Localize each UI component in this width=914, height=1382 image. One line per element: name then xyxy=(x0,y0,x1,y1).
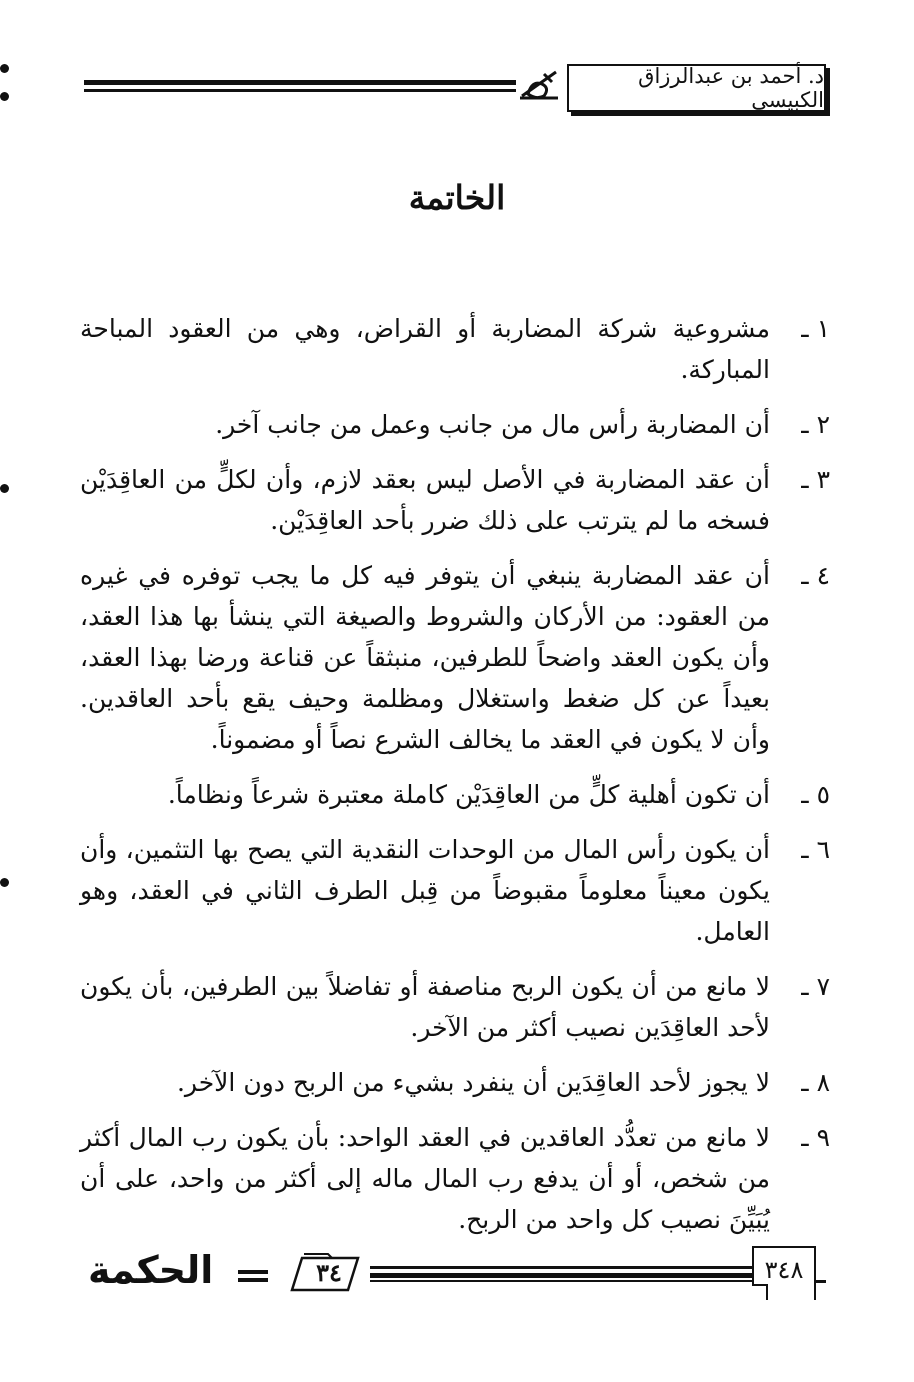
item-text: أن المضاربة رأس مال من جانب وعمل من جانب آخر. xyxy=(215,410,770,439)
list-item xyxy=(80,1062,830,1103)
item-number: ٣ ـ xyxy=(801,465,830,494)
margin-dot xyxy=(0,92,9,101)
pen-icon xyxy=(518,66,560,102)
issue-badge xyxy=(288,1252,364,1294)
item-number: ٥ ـ xyxy=(801,780,830,809)
page-number: ٣٤٨ xyxy=(764,1256,804,1284)
margin-dot xyxy=(0,64,9,73)
item-text: مشروعية شركة المضاربة أو القراض، وهي من العقود المباحة المباركة. xyxy=(80,314,770,384)
list-item xyxy=(80,1117,830,1240)
page-header xyxy=(82,62,826,112)
list-item xyxy=(80,459,830,541)
list-item xyxy=(80,829,830,952)
item-text: أن تكون أهلية كلٍّ من العاقِدَيْن كاملة معتبرة شرعاً ونظاماً. xyxy=(167,780,770,809)
item-number: ٨ ـ xyxy=(801,1068,830,1097)
journal-logo: الحكمة xyxy=(88,1248,214,1292)
footer-rule xyxy=(370,1266,752,1282)
item-number: ٤ ـ xyxy=(801,561,830,590)
list-item xyxy=(80,774,830,815)
author-name: د. أحمد بن عبدالرزاق الكبيسي xyxy=(567,64,826,112)
footer-separator xyxy=(238,1270,268,1282)
page-title: الخاتمة xyxy=(408,178,506,217)
item-text: أن يكون رأس المال من الوحدات النقدية التي يصح بها التثمين، وأن يكون معيناً معلوماً مقبوضاً من قِبل الطرف الثاني في العقد، وهو العامل. xyxy=(80,835,770,946)
item-text: أن عقد المضاربة ينبغي أن يتوفر فيه كل ما يجب توفره في غيره من العقود: من الأركان والشروط والصيغة التي ينشأ بها هذا العقد، وأن يكون العقد واضحاً للطرفين، منبثقاً عن قناعة ورضا بهذا العقد، بعيداً عن كل ضغط واستغلال ومظلمة وحيف يقع بأحد العاقدين. وأن لا يكون في العقد ما يخالف الشرع نصاً أو مضموناً. xyxy=(80,561,770,754)
header-rule xyxy=(84,80,516,94)
item-text: لا يجوز لأحد العاقِدَين أن ينفرد بشيء من الربح دون الآخر. xyxy=(176,1068,770,1097)
footer-tick xyxy=(816,1280,826,1283)
page-number-box xyxy=(752,1246,816,1300)
issue-number: ٣٤ xyxy=(316,1258,342,1287)
conclusion-list xyxy=(80,308,830,1254)
margin-dot xyxy=(0,484,9,493)
list-item xyxy=(80,404,830,445)
item-number: ٢ ـ xyxy=(801,410,830,439)
item-number: ٧ ـ xyxy=(801,972,830,1001)
item-text: أن عقد المضاربة في الأصل ليس بعقد لازم، وأن لكلٍّ من العاقِدَيْن فسخه ما لم يترتب على ذلك ضرر بأحد العاقِدَيْن. xyxy=(80,465,770,535)
item-number: ٩ ـ xyxy=(801,1123,830,1152)
margin-dot xyxy=(0,878,9,887)
list-item xyxy=(80,308,830,390)
list-item xyxy=(80,555,830,760)
item-number: ٦ ـ xyxy=(801,835,830,864)
item-text: لا مانع من أن يكون الربح مناصفة أو تفاضلاً بين الطرفين، بأن يكون لأحد العاقِدَين نصيب أكثر من الآخر. xyxy=(80,972,770,1042)
list-item xyxy=(80,966,830,1048)
item-text: لا مانع من تعدُّد العاقدين في العقد الواحد: بأن يكون رب المال أكثر من شخص، أو أن يدفع رب المال ماله إلى أكثر من واحد، على أن يُبَيِّنَ نصيب كل واحد من الربح. xyxy=(80,1123,770,1234)
item-number: ١ ـ xyxy=(801,314,830,343)
page-footer xyxy=(88,1244,826,1306)
